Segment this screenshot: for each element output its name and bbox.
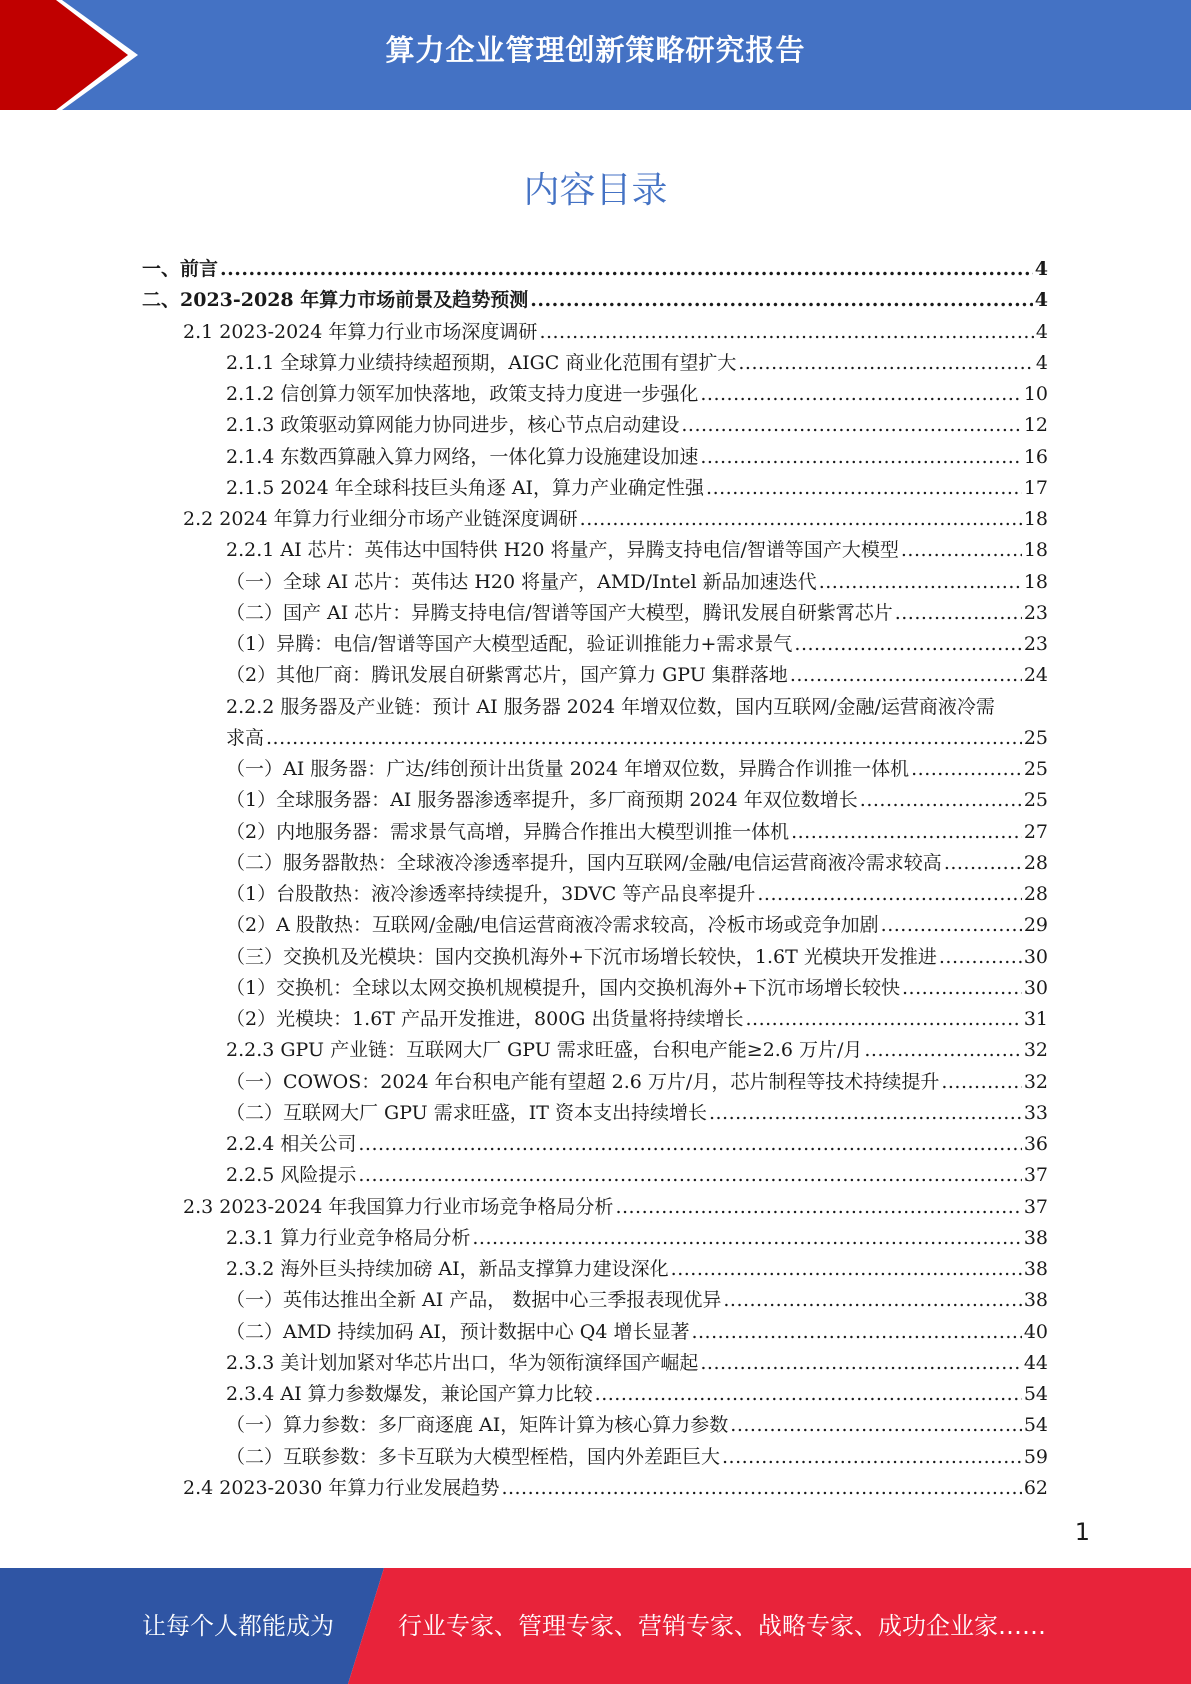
toc-entry-page: 25 <box>1023 726 1048 749</box>
toc-entry-title: （二）AMD 持续加码 AI，预计数据中心 Q4 增长显著 <box>226 1317 691 1348</box>
header-band <box>0 0 1191 110</box>
toc-entry[interactable] <box>226 817 1048 848</box>
toc-entry-title: 2.3.3 美计划加紧对华芯片出口，华为领衔演绎国产崛起 <box>226 1348 700 1379</box>
toc-entry-title: 一、前言 <box>142 254 220 285</box>
toc-entry-page: 27 <box>1023 820 1048 843</box>
toc-entry-title: （二）互联网大厂 GPU 需求旺盛，IT 资本支出持续增长 <box>226 1098 709 1129</box>
footer-slogan-left: 让每个人都能成为 <box>142 1612 334 1640</box>
toc-leader-dots <box>671 1254 1022 1285</box>
toc-entry[interactable] <box>226 598 1048 629</box>
toc-leader-dots <box>681 410 1021 441</box>
toc-entry[interactable] <box>226 692 1048 723</box>
toc-entry-title: （一）算力参数：多厂商逐鹿 AI，矩阵计算为核心算力参数 <box>226 1410 730 1441</box>
toc-entry-title: （1）交换机：全球以太网交换机规模提升，国内交换机海外+下沉市场增长较快 <box>226 973 902 1004</box>
toc-leader-dots <box>895 598 1022 629</box>
toc-leader-dots <box>691 1317 1021 1348</box>
toc-entry[interactable] <box>142 285 1048 316</box>
footer-slogan-right: 行业专家、管理专家、营销专家、战略专家、成功企业家…… <box>398 1612 1046 1640</box>
toc-leader-dots <box>757 879 1021 910</box>
toc-leader-dots <box>539 317 1033 348</box>
toc-entry[interactable] <box>226 942 1048 973</box>
toc-entry-page: 54 <box>1023 1414 1048 1437</box>
toc-leader-dots <box>881 910 1022 941</box>
toc-entry[interactable] <box>183 317 1048 348</box>
toc-entry[interactable] <box>183 504 1048 535</box>
toc-entry[interactable] <box>226 1348 1048 1379</box>
toc-entry-title: （1）异腾：电信/智谱等国产大模型适配，验证训推能力+需求景气 <box>226 629 794 660</box>
toc-entry[interactable] <box>226 348 1048 379</box>
toc-entry-title: （二）服务器散热：全球液冷渗透率提升，国内互联网/金融/电信运营商液冷需求较高 <box>226 848 944 879</box>
toc-entry[interactable] <box>226 567 1048 598</box>
toc-entry[interactable] <box>226 973 1048 1004</box>
toc-entry[interactable] <box>226 1285 1048 1316</box>
toc-entry-title: 2.3.4 AI 算力参数爆发，兼论国产算力比较 <box>226 1379 595 1410</box>
toc-entry-page: 32 <box>1023 1070 1048 1093</box>
toc-entry-page: 30 <box>1023 976 1048 999</box>
toc-entry-title: 二、2023-2028 年算力市场前景及趋势预测 <box>142 285 530 316</box>
toc-leader-dots <box>790 660 1022 691</box>
toc-entry-title: 2.2.2 服务器及产业链：预计 AI 服务器 2024 年增双位数，国内互联网/金融/运营商液冷需 <box>226 692 997 723</box>
toc-leader-dots <box>791 817 1022 848</box>
toc-entry[interactable] <box>226 848 1048 879</box>
toc-entry-page: 38 <box>1023 1289 1048 1312</box>
toc-leader-dots <box>944 848 1022 879</box>
toc-entry-title: （一）COWOS：2024 年台积电产能有望超 2.6 万片/月，芯片制程等技术持续提升 <box>226 1067 941 1098</box>
toc-entry[interactable] <box>226 1067 1048 1098</box>
toc-leader-dots <box>911 754 1022 785</box>
toc-entry-page: 16 <box>1023 445 1048 468</box>
toc-entry-title: 求高 <box>226 723 266 754</box>
toc-entry-page: 4 <box>1034 258 1048 280</box>
toc-entry-title: 2.2.3 GPU 产业链：互联网大厂 GPU 需求旺盛，台积电产能≥2.6 万片/月 <box>226 1035 864 1066</box>
toc-entry-title: （2）A 股散热：互联网/金融/电信运营商液冷需求较高，冷板市场或竞争加剧 <box>226 910 881 941</box>
toc-entry[interactable] <box>142 254 1048 285</box>
toc-entry[interactable] <box>226 1160 1048 1191</box>
toc-entry-page: 33 <box>1023 1101 1048 1124</box>
toc-entry[interactable] <box>183 1473 1048 1504</box>
toc-entry[interactable] <box>226 473 1048 504</box>
toc-entry-title: （1）全球服务器：AI 服务器渗透率提升，多厂商预期 2024 年双位数增长 <box>226 785 860 816</box>
toc-entry-title: （一）AI 服务器：广达/纬创预计出货量 2024 年增双位数，异腾合作训推一体机 <box>226 754 911 785</box>
toc-entry-title: 2.1.2 信创算力领军加快落地，政策支持力度进一步强化 <box>226 379 700 410</box>
toc-entry-page: 62 <box>1023 1476 1048 1499</box>
toc-entry-page: 25 <box>1023 758 1048 780</box>
toc-entry-page: 24 <box>1023 664 1048 687</box>
toc-entry-title: 2.3.1 算力行业竞争格局分析 <box>226 1223 472 1254</box>
toc-entry[interactable] <box>226 1379 1048 1410</box>
toc-entry-page: 17 <box>1023 476 1048 499</box>
toc-leader-dots <box>580 504 1022 535</box>
toc-entry-title: （三）交换机及光模块：国内交换机海外+下沉市场增长较快，1.6T 光模块开发推进 <box>226 942 939 973</box>
toc-entry-title: 2.2.4 相关公司 <box>226 1129 358 1160</box>
toc-leader-dots <box>730 1410 1022 1441</box>
toc-entry[interactable] <box>226 1129 1048 1160</box>
toc-leader-dots <box>700 1348 1021 1379</box>
toc-entry[interactable] <box>226 785 1048 816</box>
toc-leader-dots <box>358 1129 1021 1160</box>
toc-leader-dots <box>700 442 1021 473</box>
toc-entry[interactable] <box>226 723 1048 754</box>
toc-entry[interactable] <box>226 879 1048 910</box>
toc-entry[interactable] <box>226 1004 1048 1035</box>
toc-entry[interactable] <box>226 1223 1048 1254</box>
table-of-contents <box>0 254 1191 1504</box>
toc-entry-title: 2.2.5 风险提示 <box>226 1160 358 1191</box>
toc-entry[interactable] <box>226 660 1048 691</box>
toc-entry[interactable] <box>226 1442 1048 1473</box>
toc-heading: 内容目录 <box>523 170 668 211</box>
toc-leader-dots <box>738 348 1034 379</box>
toc-leader-dots <box>615 1192 1021 1223</box>
toc-leader-dots <box>472 1223 1021 1254</box>
toc-entry-page: 31 <box>1023 1008 1048 1030</box>
toc-entry-page: 38 <box>1023 1226 1048 1249</box>
toc-entry-title: 2.3.2 海外巨头持续加磅 AI，新品支撑算力建设深化 <box>226 1254 671 1285</box>
toc-leader-dots <box>723 1285 1021 1316</box>
toc-entry-page: 18 <box>1023 539 1048 562</box>
toc-entry-title: 2.3 2023-2024 年我国算力行业市场竞争格局分析 <box>183 1192 615 1223</box>
toc-entry-page: 28 <box>1023 883 1048 905</box>
toc-entry[interactable] <box>226 1254 1048 1285</box>
toc-entry-page: 4 <box>1034 289 1048 312</box>
toc-leader-dots <box>706 473 1022 504</box>
toc-entry-page: 18 <box>1023 570 1048 593</box>
toc-entry-title: 2.1.3 政策驱动算网能力协同进步，核心节点启动建设 <box>226 410 681 441</box>
toc-entry[interactable] <box>226 754 1048 785</box>
toc-entry-page: 12 <box>1023 414 1048 437</box>
toc-entry-title: （2）光模块：1.6T 产品开发推进，800G 出货量将持续增长 <box>226 1004 746 1035</box>
toc-entry-title: （1）台股散热：液冷渗透率持续提升，3DVC 等产品良率提升 <box>226 879 757 910</box>
toc-entry-page: 54 <box>1023 1383 1048 1405</box>
toc-entry[interactable] <box>226 1317 1048 1348</box>
toc-entry-page: 44 <box>1023 1351 1048 1374</box>
toc-leader-dots <box>901 535 1022 566</box>
toc-entry-page: 40 <box>1023 1320 1048 1343</box>
toc-leader-dots <box>819 567 1022 598</box>
toc-entry-page: 23 <box>1023 601 1048 624</box>
toc-leader-dots <box>722 1442 1022 1473</box>
toc-entry-page: 36 <box>1023 1133 1048 1155</box>
toc-leader-dots <box>595 1379 1022 1410</box>
toc-entry-title: 2.2.1 AI 芯片：英伟达中国特供 H20 将量产，异腾支持电信/智谱等国产大模型 <box>226 535 901 566</box>
toc-entry-title: （2）其他厂商：腾讯发展自研紫霄芯片，国产算力 GPU 集群落地 <box>226 660 790 691</box>
toc-entry-page: 18 <box>1023 508 1048 530</box>
toc-entry-title: （一）英伟达推出全新 AI 产品， 数据中心三季报表现优异 <box>226 1285 723 1316</box>
toc-leader-dots <box>530 285 1033 316</box>
toc-leader-dots <box>939 942 1022 973</box>
toc-entry-page: 25 <box>1023 789 1048 812</box>
toc-entry-title: （二）国产 AI 芯片：异腾支持电信/智谱等国产大模型，腾讯发展自研紫霄芯片 <box>226 598 895 629</box>
toc-entry-page: 29 <box>1023 914 1048 937</box>
toc-entry[interactable] <box>226 410 1048 441</box>
toc-entry-title: 2.1 2023-2024 年算力行业市场深度调研 <box>183 317 539 348</box>
toc-entry-page: 30 <box>1023 945 1048 968</box>
toc-entry[interactable] <box>226 1035 1048 1066</box>
toc-entry[interactable] <box>183 1192 1048 1223</box>
toc-entry-page: 4 <box>1035 351 1048 374</box>
toc-leader-dots <box>746 1004 1022 1035</box>
toc-entry-page: 32 <box>1023 1039 1048 1062</box>
report-title: 算力企业管理创新策略研究报告 <box>385 33 806 67</box>
toc-entry-title: 2.1.4 东数西算融入算力网络，一体化算力设施建设加速 <box>226 442 700 473</box>
page-number: 1 <box>1074 1518 1090 1546</box>
toc-entry-title: 2.4 2023-2030 年算力行业发展趋势 <box>183 1473 501 1504</box>
toc-leader-dots <box>709 1098 1022 1129</box>
toc-leader-dots <box>266 723 1022 754</box>
toc-entry-title: 2.2 2024 年算力行业细分市场产业链深度调研 <box>183 504 580 535</box>
toc-entry-title: （一）全球 AI 芯片：英伟达 H20 将量产，AMD/Intel 新品加速迭代 <box>226 567 819 598</box>
toc-entry-page: 4 <box>1035 320 1048 343</box>
toc-entry-title: 2.1.5 2024 年全球科技巨头角逐 AI，算力产业确定性强 <box>226 473 706 504</box>
toc-entry-page: 38 <box>1023 1258 1048 1280</box>
toc-entry-page: 28 <box>1023 851 1048 874</box>
toc-entry-page: 10 <box>1023 383 1048 405</box>
toc-leader-dots <box>794 629 1021 660</box>
toc-entry[interactable] <box>226 1410 1048 1441</box>
toc-entry-title: （二）互联参数：多卡互联为大模型桎梏，国内外差距巨大 <box>226 1442 722 1473</box>
toc-leader-dots <box>864 1035 1021 1066</box>
toc-entry-page: 37 <box>1023 1195 1048 1218</box>
toc-entry-title: （2）内地服务器：需求景气高增，异腾合作推出大模型训推一体机 <box>226 817 791 848</box>
toc-entry[interactable] <box>226 442 1048 473</box>
toc-leader-dots <box>941 1067 1021 1098</box>
toc-leader-dots <box>902 973 1022 1004</box>
footer-band <box>0 1568 1191 1684</box>
toc-entry[interactable] <box>226 1098 1048 1129</box>
toc-entry-page: 23 <box>1023 633 1048 655</box>
toc-entry-page: 59 <box>1023 1445 1048 1468</box>
toc-leader-dots <box>358 1160 1021 1191</box>
toc-entry[interactable] <box>226 379 1048 410</box>
toc-leader-dots <box>220 254 1033 285</box>
toc-leader-dots <box>700 379 1021 410</box>
toc-entry[interactable] <box>226 535 1048 566</box>
toc-entry[interactable] <box>226 910 1048 941</box>
toc-entry-title: 2.1.1 全球算力业绩持续超预期，AIGC 商业化范围有望扩大 <box>226 348 738 379</box>
toc-entry-page: 37 <box>1023 1164 1048 1187</box>
toc-leader-dots <box>860 785 1022 816</box>
toc-entry[interactable] <box>226 629 1048 660</box>
toc-leader-dots <box>501 1473 1021 1504</box>
